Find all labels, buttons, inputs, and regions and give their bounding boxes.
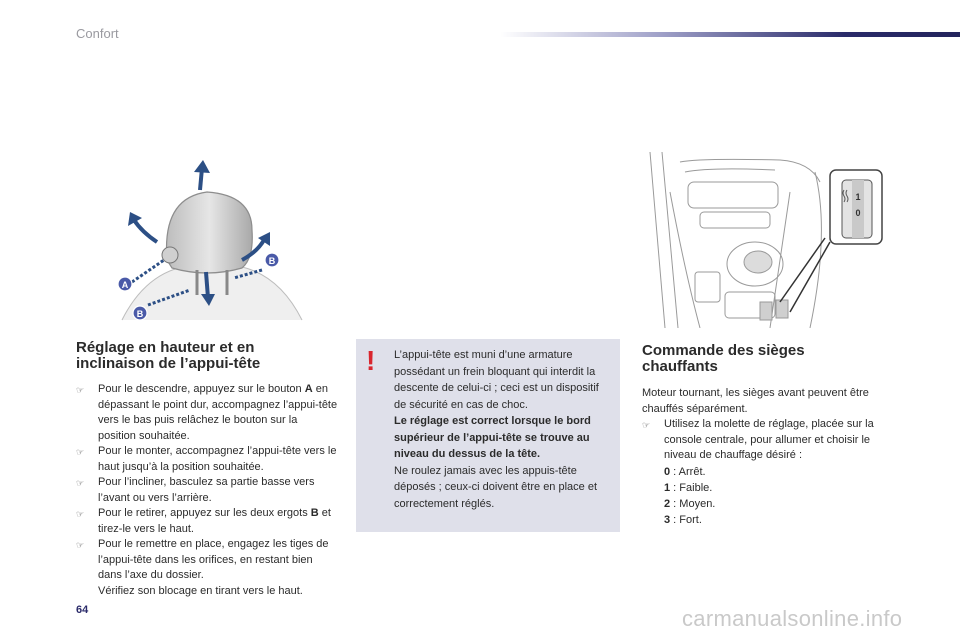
heated-intro: Moteur tournant, les sièges avant peuvent être chauffés séparément. [642,387,869,415]
warning-paragraph-3: Ne roulez jamais avec les appuis-tête déposés ; ceux-ci doivent être en place et correctement réglés. [394,464,598,510]
item-text: Pour le monter, accompagnez l’appui-tête vers le haut jusqu’à la position souhaitée. [98,445,337,473]
list-item [76,506,338,537]
pointing-hand-icon: ☞ [76,386,85,396]
section-label: Confort [76,26,119,41]
watermark: carmanualsonline.info [682,606,903,631]
headrest-title [76,340,338,372]
pointing-hand-icon: ☞ [76,541,85,551]
arrow-up-icon [194,160,210,190]
headrest-instructions [76,382,338,599]
pointing-hand-icon: ☞ [76,479,85,489]
pointing-hand-icon: ☞ [76,510,85,520]
heated-title-line-1: Commande des sièges [642,342,805,359]
heated-seat-dial-zoom [830,170,882,244]
header-bar [500,32,960,37]
item-text: Pour le retirer, appuyez sur les deux ergots [98,507,311,519]
arrow-tilt-back-icon [128,212,157,242]
warning-paragraph-1: L’appui-tête est muni d’une armature possédant un frein bloquant qui interdit la descente de celui-ci ; ceci est un dispositif de sécurité en cas de choc. [394,349,599,411]
level-3: 3 : Fort. [664,513,702,526]
dial-mark-top: 1 [855,192,861,202]
list-item [76,444,338,475]
item-extra: Vérifiez son blocage en tirant vers le haut. [98,584,303,597]
item-text: et tirez-le vers le haut. [98,507,331,535]
warning-box [356,339,620,532]
pointing-hand-icon: ☞ [76,448,85,458]
level-0: 0 : Arrêt. [664,465,706,478]
level-2: 2 : Moyen. [664,497,716,510]
heated-seats-section [642,343,904,528]
console-illustration [640,152,888,328]
warning-paragraph-2: Le réglage est correct lorsque le bord supérieur de l’appui-tête se trouve au niveau du dessus de la tête. [394,415,591,460]
callout-b-top-label: B [268,256,276,266]
list-item [642,417,904,528]
exclamation-icon: ! [366,345,376,376]
item-text: en dépassant le point dur, accompagnez l’appui-tête vers le bas puis relâchez le bouton sur la position souhaitée. [98,383,338,442]
item-text: Pour l’incliner, basculez sa partie basse vers l’avant ou vers l’arrière. [98,476,315,504]
heated-seats-title [642,343,904,375]
warning-text [394,347,612,512]
level-1: 1 : Faible. [664,481,713,494]
item-text: Pour le descendre, appuyez sur le bouton [98,383,305,395]
headrest-title-line-2: inclinaison de l’appui-tête [76,355,261,372]
list-item [76,537,338,599]
headrest-illustration [112,160,312,330]
heated-title-line-2: chauffants [642,358,718,375]
pointing-hand-icon: ☞ [642,421,651,431]
heated-instructions [642,417,904,528]
item-text: Pour le remettre en place, engagez les tiges de l’appui-tête dans les orifices, en restant bien dans l’axe du dossier. [98,538,329,581]
callout-b-bottom-label: B [136,309,144,319]
dial-mark-bottom: 0 [855,208,861,218]
headrest-section [76,340,338,599]
callout-a-label: A [121,280,129,290]
page-number: 64 [76,604,89,616]
item-bold: A [304,383,313,395]
item-bold: B [310,507,319,519]
callout-b-bottom [133,306,147,320]
callout-b-top [265,253,279,267]
item-text: Utilisez la molette de réglage, placée sur la console centrale, pour allumer et choisir le niveau de chauffage désiré : [664,418,874,461]
headrest-title-line-1: Réglage en hauteur et en [76,339,255,356]
list-item [76,382,338,444]
list-item [76,475,338,506]
callout-a [118,277,132,291]
